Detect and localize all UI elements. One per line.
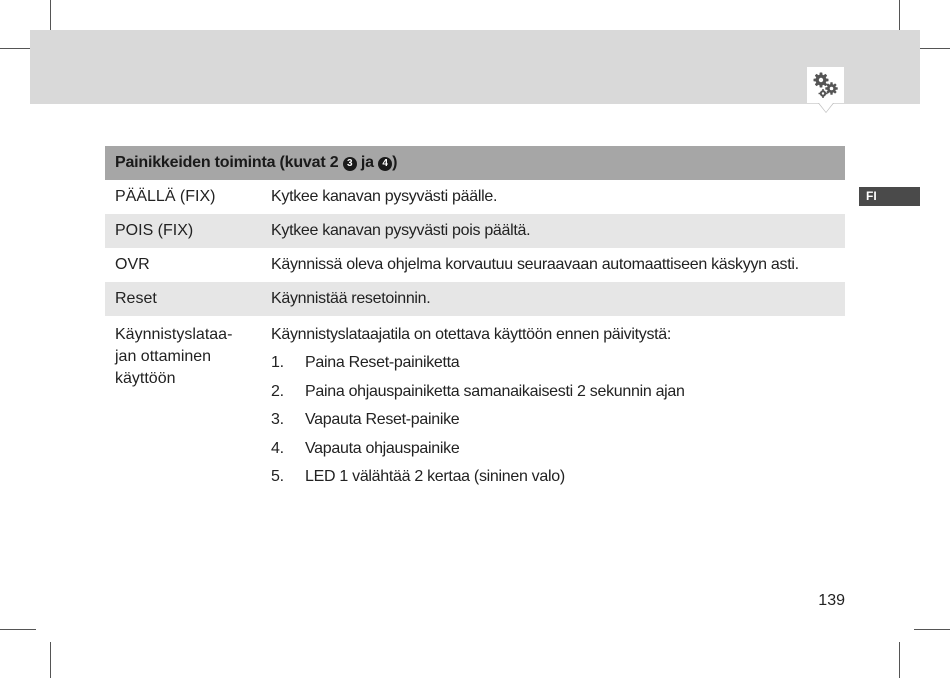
row-description: Käynnissä oleva ohjelma korvautuu seuraavaan automaattiseen käskyyn asti. [271,256,799,273]
step-number: 5. [271,468,284,485]
row-description [271,324,845,495]
step-number: 2. [271,382,284,400]
row-label: POIS (FIX) [115,222,194,239]
row-description: Käynnistää resetoinnin. [271,290,431,307]
table-row [105,316,845,495]
crop-mark [50,642,51,678]
list-item [271,352,845,381]
table-title-prefix: Painikkeiden toiminta (kuvat 2 [115,154,339,171]
table-title-middle: ja [360,154,374,171]
language-tab: FI [859,187,920,206]
figure-ref-badge: 3 [343,157,357,171]
row-label [105,324,271,495]
list-item [271,438,845,467]
button-functions-table [105,146,845,495]
list-item [271,409,845,438]
row-label: PÄÄLLÄ (FIX) [115,188,216,205]
badge-pointer [819,103,833,112]
row-description: Kytkee kanavan pysyvästi pois päältä. [271,222,531,239]
table-row [105,214,845,248]
crop-mark [914,629,950,630]
table-row [105,248,845,282]
crop-mark [0,629,36,630]
list-item [271,381,845,410]
table-title-suffix: ) [392,154,398,171]
header-band [30,30,920,104]
step-text: LED 1 välähtää 2 kertaa (sininen valo) [305,468,565,485]
gears-icon [807,67,844,103]
table-row [105,180,845,214]
table-row [105,282,845,316]
steps-list [271,352,845,495]
row-label: OVR [115,256,150,273]
table-title [105,146,845,180]
page-number: 139 [818,592,845,609]
step-text: Paina ohjauspainiketta samanaikaisesti 2 sekunnin ajan [305,382,685,400]
figure-ref-badge: 4 [378,157,392,171]
bootloader-intro: Käynnistyslataajatila on otettava käyttöön ennen päivitystä: [271,326,672,343]
step-number: 3. [271,411,284,428]
row-label: Reset [115,290,157,307]
row-description: Kytkee kanavan pysyvästi päälle. [271,188,498,205]
step-text: Vapauta ohjauspainike [305,439,460,457]
list-item [271,466,845,495]
crop-mark [899,642,900,678]
step-text: Paina Reset-painiketta [305,354,460,371]
row-label-line: käyttöön [115,370,176,387]
step-number: 4. [271,439,284,457]
step-number: 1. [271,354,284,371]
row-label-line: jan ottaminen [115,348,212,365]
step-text: Vapauta Reset-painike [305,411,460,428]
row-label-line: Käynnistyslataa- [115,326,233,343]
